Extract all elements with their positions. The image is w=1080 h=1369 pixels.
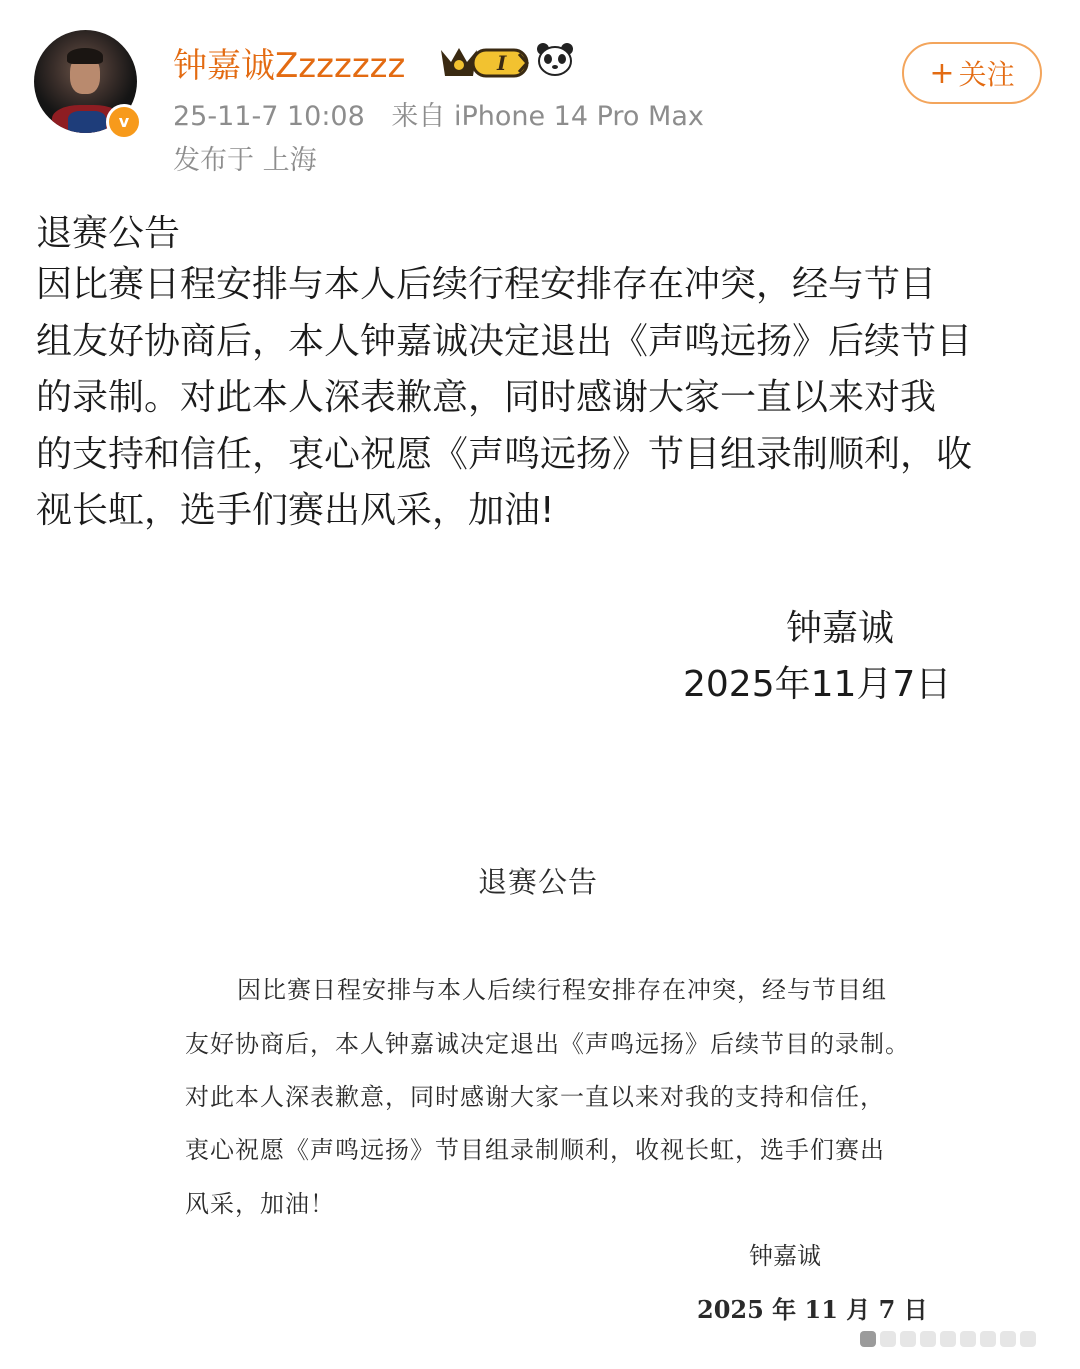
page-dot[interactable] — [1000, 1331, 1016, 1347]
page-dot[interactable] — [960, 1331, 976, 1347]
post-source: 来自 iPhone 14 Pro Max — [391, 101, 704, 132]
verified-icon: v — [106, 104, 142, 140]
post-date: 2025年11月7日 — [683, 664, 952, 705]
post-meta — [173, 94, 704, 133]
post-body-line: 的录制。对此本人深表歉意，同时感谢大家一直以来对我 — [36, 377, 937, 418]
post-signature: 钟嘉诚 — [786, 608, 895, 649]
follow-label: 关注 — [958, 58, 1015, 91]
post-body-line: 因比赛日程安排与本人后续行程安排存在冲突，经与节目 — [36, 264, 937, 305]
panda-icon — [536, 42, 574, 76]
follow-button[interactable] — [902, 42, 1042, 104]
avatar-hair — [67, 48, 103, 64]
doc-title: 退赛公告 — [478, 865, 599, 899]
doc-line: 对此本人深表歉意，同时感谢大家一直以来对我的支持和信任， — [185, 1083, 885, 1111]
avatar-suit — [68, 111, 106, 133]
doc-line: 因比赛日程安排与本人后续行程安排存在冲突，经与节目组 — [237, 976, 887, 1004]
page-dot[interactable] — [1020, 1331, 1036, 1347]
page-dot[interactable] — [900, 1331, 916, 1347]
crown-icon — [437, 40, 533, 80]
announcement-image[interactable] — [0, 820, 1080, 1369]
plus-icon: + — [929, 55, 955, 91]
post-body-line: 组友好协商后，本人钟嘉诚决定退出《声鸣远扬》后续节目 — [36, 320, 973, 362]
page-dot[interactable] — [880, 1331, 896, 1347]
post-timestamp: 25-11-7 10:08 — [173, 101, 365, 132]
page-dot[interactable] — [980, 1331, 996, 1347]
post-title: 退赛公告 — [36, 213, 181, 254]
crown-level-label: I — [497, 51, 507, 75]
post-body-line: 视长虹，选手们赛出风采，加油! — [36, 490, 555, 531]
doc-line: 衷心祝愿《声鸣远扬》节目组录制顺利，收视长虹，选手们赛出 — [185, 1136, 885, 1164]
page-dot[interactable] — [940, 1331, 956, 1347]
post-body-line: 的支持和信任，衷心祝愿《声鸣远扬》节目组录制顺利，收 — [36, 433, 973, 475]
page-dot[interactable] — [860, 1331, 876, 1347]
username[interactable]: 钟嘉诚Zzzzzzz — [173, 46, 406, 86]
page-dot[interactable] — [920, 1331, 936, 1347]
doc-date: 2025 年 11 月 7 日 — [697, 1295, 928, 1324]
post-location: 发布于 上海 — [173, 145, 317, 176]
post-body — [36, 257, 1046, 540]
doc-line: 风采，加油！ — [185, 1190, 335, 1218]
doc-signature: 钟嘉诚 — [749, 1242, 821, 1270]
doc-line: 友好协商后，本人钟嘉诚决定退出《声鸣远扬》后续节目的录制。 — [185, 1030, 910, 1058]
image-page-indicator[interactable] — [860, 1331, 1036, 1347]
